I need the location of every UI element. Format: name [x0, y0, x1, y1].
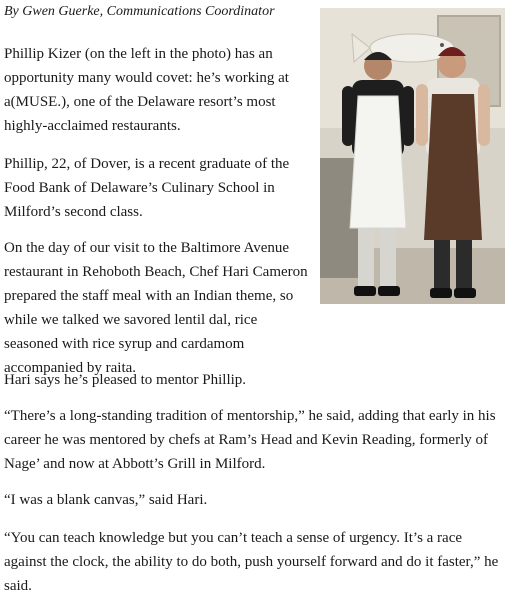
- chefs-illustration: [320, 8, 505, 304]
- paragraph-mentor: Hari says he’s pleased to mentor Phillip.: [4, 372, 247, 388]
- paragraph-visit: On the day of our visit to the Baltimore Avenue restaurant in Rehoboth Beach, Chef Hari Cameron prepared the staff meal with an Indian theme, so while we talked we savored lentil dal, rice seasoned with rice syrup and cardamom accompanied by raita.: [4, 240, 308, 376]
- paragraph-intro: Phillip Kizer (on the left in the photo) has an opportunity many would covet: he’s working at a(MUSE.), one of the Delaware resort’s most highly-acclaimed restaurants.: [4, 46, 289, 134]
- paragraph-canvas: “I was a blank canvas,” said Hari.: [4, 492, 208, 508]
- chefs-photo: [320, 8, 505, 304]
- paragraph-urgency: “You can teach knowledge but you can’t teach a sense of urgency. It’s a race against the clock, the ability to do both, push yourself forward and do it faster,” he said.: [4, 530, 499, 594]
- paragraph-tradition: “There’s a long-standing tradition of mentorship,” he said, adding that early in his career he was mentored by chefs at Ram’s Head and Kevin Reading, formerly of Nage’ and now at Abbott’s Grill in Milford.: [4, 408, 496, 472]
- paragraph-graduate: Phillip, 22, of Dover, is a recent graduate of the Food Bank of Delaware’s Culinary School in Milford’s second class.: [4, 156, 290, 220]
- byline: By Gwen Guerke, Communications Coordinator: [4, 4, 275, 19]
